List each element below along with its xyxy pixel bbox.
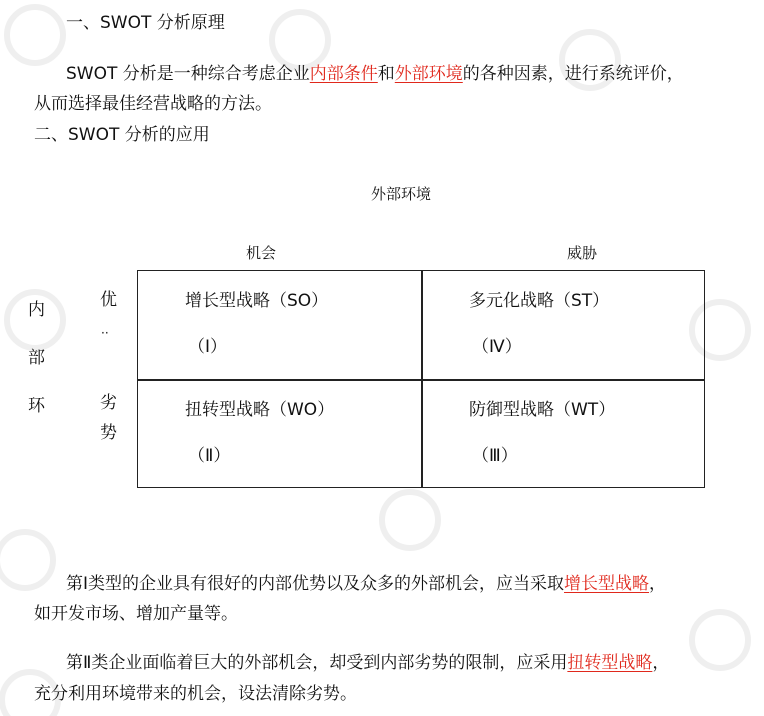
label-threat: 威胁 — [567, 244, 598, 262]
cell-wo-title: 扭转型战略（WO） — [185, 400, 335, 420]
text-segment: 第Ⅰ类型的企业具有很好的内部优势以及众多的外部机会，应当采取 — [66, 574, 565, 594]
heading-swot-principle: 一、SWOT 分析原理 — [66, 13, 225, 33]
swot-matrix — [137, 270, 705, 488]
cell-wo-number: （Ⅱ） — [188, 446, 231, 466]
label-strength-dots: ·· — [101, 326, 109, 340]
label-external-environment: 外部环境 — [371, 185, 432, 203]
paragraph-type1 — [66, 573, 666, 595]
paragraph-type2-line2: 充分利用环境带来的机会，设法清除劣势。 — [34, 684, 357, 704]
paragraph-swot-definition — [66, 63, 684, 85]
label-internal-char1: 内 — [28, 300, 45, 320]
highlight-growth-strategy: 增长型战略 — [564, 574, 650, 594]
text-segment: ， — [652, 653, 670, 673]
cell-so-number: （Ⅰ） — [188, 337, 228, 357]
highlight-internal-conditions: 内部条件 — [309, 64, 378, 84]
label-strength: 优 — [100, 290, 117, 310]
heading-swot-application: 二、SWOT 分析的应用 — [34, 125, 210, 145]
paragraph-type1-line2: 如开发市场、增加产量等。 — [34, 604, 238, 624]
paragraph-type2 — [66, 652, 669, 674]
highlight-turnaround-strategy: 扭转型战略 — [567, 653, 653, 673]
cell-wt-number: （Ⅲ） — [472, 446, 518, 466]
matrix-divider-horizontal — [138, 379, 704, 381]
text-segment: SWOT 分析是一种综合考虑企业 — [66, 64, 310, 84]
text-segment: 的各种因素，进行系统评价， — [462, 64, 684, 84]
cell-st-title: 多元化战略（ST） — [469, 291, 610, 311]
highlight-external-environment: 外部环境 — [394, 64, 463, 84]
cell-wt-title: 防御型战略（WT） — [469, 400, 616, 420]
text-segment: 和 — [377, 64, 395, 84]
text-segment: ， — [649, 574, 667, 594]
text-segment: 第Ⅱ类企业面临着巨大的外部机会，却受到内部劣势的限制，应采用 — [66, 653, 568, 673]
paragraph-swot-definition-line2: 从而选择最佳经营战略的方法。 — [34, 94, 272, 114]
cell-so-title: 增长型战略（SO） — [185, 291, 329, 311]
label-opportunity: 机会 — [246, 244, 277, 262]
cell-st-number: （Ⅳ） — [472, 337, 522, 357]
label-internal-char3: 环 — [28, 396, 45, 416]
label-weakness-char2: 势 — [100, 423, 117, 443]
label-weakness-char1: 劣 — [100, 393, 117, 413]
label-internal-char2: 部 — [28, 348, 45, 368]
